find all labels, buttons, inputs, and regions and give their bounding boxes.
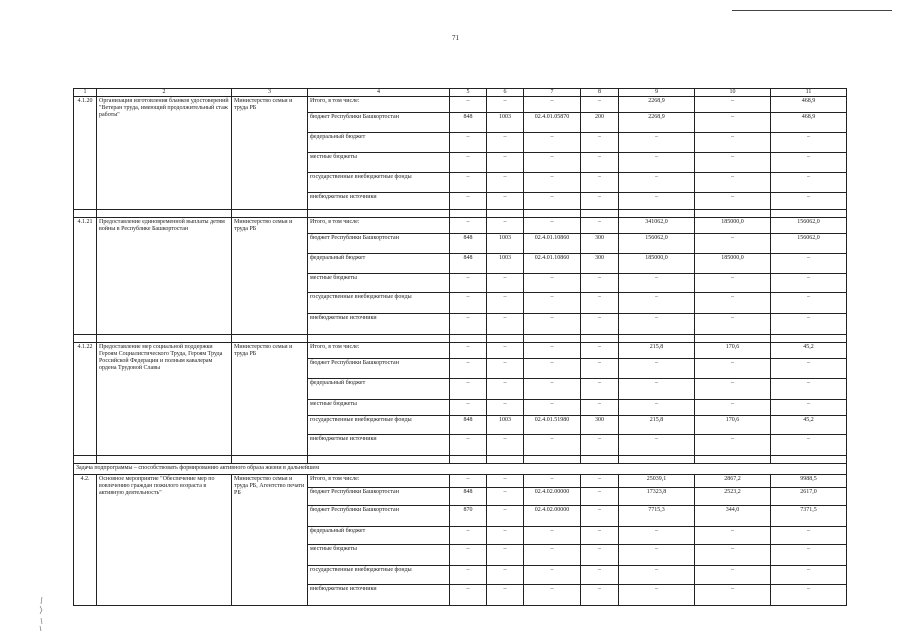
funding-source-cell: местные бюджеты (308, 274, 450, 293)
value-cell: – (581, 585, 619, 606)
value-cell: – (524, 293, 581, 314)
value-cell: 2523,2 (695, 488, 771, 506)
header-cell: 9 (619, 89, 695, 97)
spacer-cell (581, 456, 619, 464)
value-cell: – (487, 435, 524, 456)
value-cell: – (487, 97, 524, 113)
value-cell: – (581, 193, 619, 210)
executor-cell: Министерство семьи и труда РБ (232, 218, 308, 335)
value-cell: 02.4.02.00000 (524, 488, 581, 506)
value-cell: – (771, 314, 847, 335)
value-cell: – (619, 193, 695, 210)
value-cell: – (524, 218, 581, 234)
value-cell: – (771, 585, 847, 606)
value-cell: – (524, 173, 581, 193)
funding-source-cell: бюджет Республики Башкортостан (308, 488, 450, 506)
value-cell: – (695, 234, 771, 254)
table-row (74, 343, 847, 359)
value-cell: – (695, 97, 771, 113)
value-cell: – (695, 193, 771, 210)
value-cell: 2867,2 (695, 475, 771, 488)
value-cell: 848 (450, 254, 487, 274)
spacer-cell (771, 210, 847, 218)
value-cell: – (771, 293, 847, 314)
value-cell: – (487, 193, 524, 210)
spacer-cell (771, 335, 847, 343)
value-cell: – (581, 173, 619, 193)
value-cell: – (581, 379, 619, 400)
item-number-cell: 4.2. (74, 475, 97, 606)
funding-source-cell: внебюджетные источники (308, 193, 450, 210)
value-cell: – (450, 527, 487, 545)
value-cell: – (450, 173, 487, 193)
value-cell: 02.4.01.10860 (524, 254, 581, 274)
funding-source-cell: местные бюджеты (308, 400, 450, 416)
spacer-row (74, 210, 847, 218)
spacer-cell (232, 456, 308, 464)
value-cell: – (695, 527, 771, 545)
value-cell: 1003 (487, 416, 524, 435)
spacer-cell (308, 335, 450, 343)
header-cell: 2 (97, 89, 232, 97)
value-cell: 300 (581, 234, 619, 254)
funding-source-cell: бюджет Республики Башкортостан (308, 113, 450, 133)
value-cell: – (771, 545, 847, 566)
value-cell: – (450, 435, 487, 456)
value-cell: – (450, 343, 487, 359)
value-cell: 848 (450, 416, 487, 435)
value-cell: – (581, 545, 619, 566)
value-cell: 02.4.01.51980 (524, 416, 581, 435)
value-cell: – (581, 97, 619, 113)
value-cell: 2268,9 (619, 97, 695, 113)
value-cell: 341062,0 (619, 218, 695, 234)
value-cell: – (771, 527, 847, 545)
value-cell: – (487, 153, 524, 173)
value-cell: – (524, 133, 581, 153)
funding-source-cell: внебюджетные источники (308, 585, 450, 606)
value-cell: – (524, 435, 581, 456)
value-cell: – (524, 359, 581, 379)
spacer-cell (450, 210, 487, 218)
value-cell: – (619, 314, 695, 335)
spacer-cell (581, 335, 619, 343)
value-cell: – (619, 435, 695, 456)
value-cell: – (487, 506, 524, 527)
value-cell: – (695, 545, 771, 566)
value-cell: 7371,5 (771, 506, 847, 527)
value-cell: 870 (450, 506, 487, 527)
value-cell: 2617,0 (771, 488, 847, 506)
funding-source-cell: федеральный бюджет (308, 527, 450, 545)
top-rule (732, 10, 892, 11)
value-cell: – (487, 545, 524, 566)
value-cell: – (450, 400, 487, 416)
value-cell: – (524, 274, 581, 293)
spacer-cell (619, 335, 695, 343)
header-cell: 1 (74, 89, 97, 97)
spacer-row (74, 456, 847, 464)
value-cell: – (771, 379, 847, 400)
header-row (74, 89, 847, 97)
value-cell: – (450, 97, 487, 113)
spacer-cell (487, 335, 524, 343)
value-cell: – (581, 400, 619, 416)
funding-source-cell: Итого, в том числе: (308, 218, 450, 234)
value-cell: 468,9 (771, 113, 847, 133)
funding-source-cell: федеральный бюджет (308, 254, 450, 274)
funding-source-cell: федеральный бюджет (308, 379, 450, 400)
value-cell: 848 (450, 488, 487, 506)
value-cell: – (581, 435, 619, 456)
value-cell: – (581, 133, 619, 153)
value-cell: – (619, 566, 695, 585)
value-cell: – (695, 153, 771, 173)
value-cell: – (524, 566, 581, 585)
value-cell: 170,6 (695, 343, 771, 359)
value-cell: – (487, 400, 524, 416)
funding-source-cell: местные бюджеты (308, 153, 450, 173)
funding-source-cell: Итого, в том числе: (308, 343, 450, 359)
value-cell: 185000,0 (619, 254, 695, 274)
value-cell: – (581, 475, 619, 488)
header-cell: 11 (771, 89, 847, 97)
header-cell: 6 (487, 89, 524, 97)
funding-source-cell: бюджет Республики Башкортостан (308, 234, 450, 254)
value-cell: – (695, 379, 771, 400)
value-cell: – (524, 400, 581, 416)
value-cell: 344,0 (695, 506, 771, 527)
margin-mark (36, 596, 46, 632)
value-cell: – (581, 314, 619, 335)
spacer-cell (619, 210, 695, 218)
value-cell: – (695, 435, 771, 456)
value-cell: – (695, 400, 771, 416)
value-cell: 9988,5 (771, 475, 847, 488)
value-cell: – (487, 527, 524, 545)
header-cell: 3 (232, 89, 308, 97)
value-cell: – (487, 274, 524, 293)
spacer-cell (308, 210, 450, 218)
item-name-cell: Предоставление единовременной выплаты детям войны в Республике Башкортостан (97, 218, 232, 335)
value-cell: 17323,8 (619, 488, 695, 506)
value-cell: – (524, 193, 581, 210)
value-cell: 1003 (487, 113, 524, 133)
value-cell: – (450, 218, 487, 234)
spacer-cell (74, 335, 97, 343)
value-cell: – (581, 566, 619, 585)
spacer-cell (97, 335, 232, 343)
table-body (74, 97, 847, 606)
value-cell: – (619, 527, 695, 545)
value-cell: – (450, 314, 487, 335)
header-cell: 5 (450, 89, 487, 97)
value-cell: 1003 (487, 234, 524, 254)
value-cell: 300 (581, 416, 619, 435)
value-cell: – (487, 359, 524, 379)
value-cell: – (771, 566, 847, 585)
header-cell: 4 (308, 89, 450, 97)
item-name-cell: Основное мероприятие "Обеспечение мер по вовлечению граждан пожилого возраста в активную деятельность" (97, 475, 232, 606)
value-cell: 215,8 (619, 343, 695, 359)
value-cell: 848 (450, 234, 487, 254)
value-cell: – (524, 343, 581, 359)
value-cell: 848 (450, 113, 487, 133)
task-description-cell: Задача подпрограммы – способствовать формированию активного образа жизни в дальнейшем (74, 464, 847, 475)
value-cell: – (450, 193, 487, 210)
value-cell: 2268,9 (619, 113, 695, 133)
value-cell: – (771, 133, 847, 153)
value-cell: – (524, 379, 581, 400)
value-cell: 45,2 (771, 343, 847, 359)
item-number-cell: 4.1.20 (74, 97, 97, 210)
value-cell: – (487, 133, 524, 153)
spacer-cell (771, 456, 847, 464)
value-cell: 02.4.02.00000 (524, 506, 581, 527)
value-cell: – (487, 585, 524, 606)
value-cell: – (581, 218, 619, 234)
value-cell: 170,6 (695, 416, 771, 435)
value-cell: – (487, 293, 524, 314)
value-cell: – (524, 527, 581, 545)
value-cell: 02.4.01.10860 (524, 234, 581, 254)
value-cell: – (695, 113, 771, 133)
value-cell: – (487, 314, 524, 335)
value-cell: 156062,0 (771, 218, 847, 234)
spacer-cell (695, 456, 771, 464)
value-cell: 02.4.01.05870 (524, 113, 581, 133)
value-cell: – (450, 545, 487, 566)
value-cell: – (487, 475, 524, 488)
value-cell: – (619, 153, 695, 173)
value-cell: – (619, 274, 695, 293)
value-cell: – (487, 218, 524, 234)
value-cell: – (695, 133, 771, 153)
value-cell: – (771, 153, 847, 173)
value-cell: – (619, 585, 695, 606)
value-cell: – (771, 173, 847, 193)
value-cell: – (487, 566, 524, 585)
value-cell: – (524, 314, 581, 335)
executor-cell: Министерство семьи и труда РБ, Агентство печати РБ (232, 475, 308, 606)
spacer-cell (97, 210, 232, 218)
value-cell: – (771, 274, 847, 293)
spacer-cell (524, 456, 581, 464)
item-number-cell: 4.1.21 (74, 218, 97, 335)
funding-source-cell: бюджет Республики Башкортостан (308, 359, 450, 379)
value-cell: 25039,1 (619, 475, 695, 488)
spacer-cell (524, 210, 581, 218)
spacer-cell (487, 210, 524, 218)
header-cell: 8 (581, 89, 619, 97)
value-cell: – (487, 379, 524, 400)
value-cell: 300 (581, 254, 619, 274)
value-cell: – (695, 359, 771, 379)
spacer-cell (524, 335, 581, 343)
header-cell: 7 (524, 89, 581, 97)
value-cell: – (771, 359, 847, 379)
spacer-cell (450, 335, 487, 343)
value-cell: – (581, 343, 619, 359)
value-cell: – (695, 274, 771, 293)
value-cell: – (581, 274, 619, 293)
spacer-cell (232, 335, 308, 343)
value-cell: – (581, 506, 619, 527)
header-cell: 10 (695, 89, 771, 97)
value-cell: – (695, 314, 771, 335)
spacer-cell (450, 456, 487, 464)
value-cell: – (450, 585, 487, 606)
value-cell: 185000,0 (695, 218, 771, 234)
value-cell: – (581, 293, 619, 314)
value-cell: 45,2 (771, 416, 847, 435)
value-cell: – (619, 173, 695, 193)
item-name-cell: Организация изготовления бланков удостоверений "Ветеран труда, имеющий продолжительный стаж работы" (97, 97, 232, 210)
value-cell: 200 (581, 113, 619, 133)
funding-source-cell: Итого, в том числе: (308, 475, 450, 488)
value-cell: – (771, 435, 847, 456)
spacer-cell (487, 456, 524, 464)
budget-table (73, 88, 847, 606)
value-cell: – (581, 488, 619, 506)
table-row (74, 475, 847, 488)
executor-cell: Министерство семьи и труда РБ (232, 97, 308, 210)
page-number: 71 (452, 34, 459, 42)
spacer-cell (695, 210, 771, 218)
value-cell: – (619, 400, 695, 416)
value-cell: 185000,0 (695, 254, 771, 274)
value-cell: – (524, 97, 581, 113)
funding-source-cell: внебюджетные источники (308, 435, 450, 456)
value-cell: – (450, 293, 487, 314)
value-cell: – (524, 545, 581, 566)
value-cell: – (450, 379, 487, 400)
value-cell: – (487, 343, 524, 359)
value-cell: 468,9 (771, 97, 847, 113)
value-cell: 7715,3 (619, 506, 695, 527)
executor-cell: Министерство семьи и труда РБ (232, 343, 308, 456)
value-cell: – (695, 566, 771, 585)
value-cell: – (695, 173, 771, 193)
value-cell: – (450, 133, 487, 153)
value-cell: – (619, 359, 695, 379)
spacer-cell (74, 456, 97, 464)
spacer-cell (581, 210, 619, 218)
value-cell: 156062,0 (771, 234, 847, 254)
value-cell: – (450, 475, 487, 488)
funding-source-cell: государственные внебюджетные фонды (308, 293, 450, 314)
item-name-cell: Предоставление мер социальной поддержки Героям Социалистического Труда, Героям Труда Российской Федерации и полным кавалерам ордена Трудовой Славы (97, 343, 232, 456)
value-cell: – (771, 400, 847, 416)
funding-source-cell: государственные внебюджетные фонды (308, 566, 450, 585)
value-cell: – (695, 585, 771, 606)
value-cell: – (771, 193, 847, 210)
funding-source-cell: Итого, в том числе: (308, 97, 450, 113)
funding-source-cell: местные бюджеты (308, 545, 450, 566)
value-cell: 1003 (487, 254, 524, 274)
value-cell: – (581, 153, 619, 173)
value-cell: – (450, 274, 487, 293)
value-cell: – (619, 545, 695, 566)
value-cell: – (619, 133, 695, 153)
funding-source-cell: внебюджетные источники (308, 314, 450, 335)
value-cell: 215,8 (619, 416, 695, 435)
value-cell: 156062,0 (619, 234, 695, 254)
value-cell: – (619, 379, 695, 400)
value-cell: – (695, 293, 771, 314)
value-cell: – (524, 585, 581, 606)
value-cell: – (524, 475, 581, 488)
item-number-cell: 4.1.22 (74, 343, 97, 456)
value-cell: – (450, 359, 487, 379)
spacer-row (74, 335, 847, 343)
value-cell: – (487, 173, 524, 193)
spacer-cell (97, 456, 232, 464)
task-row (74, 464, 847, 475)
spacer-cell (619, 456, 695, 464)
value-cell: – (524, 153, 581, 173)
value-cell: – (450, 566, 487, 585)
value-cell: – (450, 153, 487, 173)
value-cell: – (619, 293, 695, 314)
value-cell: – (487, 488, 524, 506)
spacer-cell (695, 335, 771, 343)
table-row (74, 218, 847, 234)
value-cell: – (771, 254, 847, 274)
spacer-cell (232, 210, 308, 218)
spacer-cell (74, 210, 97, 218)
funding-source-cell: государственные внебюджетные фонды (308, 173, 450, 193)
value-cell: – (581, 359, 619, 379)
funding-source-cell: государственные внебюджетные фонды (308, 416, 450, 435)
value-cell: – (581, 527, 619, 545)
funding-source-cell: федеральный бюджет (308, 133, 450, 153)
spacer-cell (308, 456, 450, 464)
table-row (74, 97, 847, 113)
funding-source-cell: бюджет Республики Башкортостан (308, 506, 450, 527)
